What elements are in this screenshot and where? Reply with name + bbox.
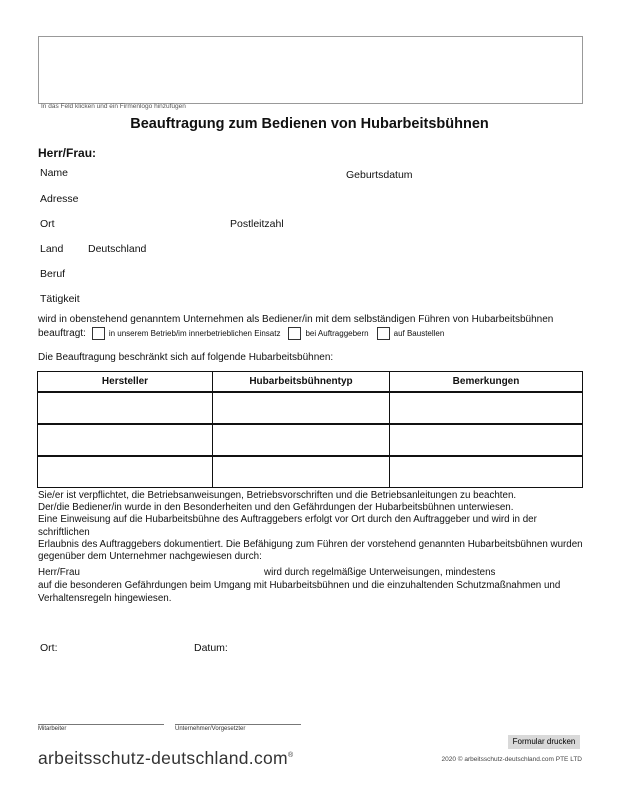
assignment-options — [38, 327, 446, 340]
manufacturer-cell[interactable] — [38, 424, 213, 456]
option-sites-label: auf Baustellen — [393, 329, 445, 338]
remarks-cell[interactable] — [390, 456, 583, 488]
manufacturer-cell[interactable] — [38, 392, 213, 424]
paragraph-line: Sie/er ist verpflichtet, die Betriebsanweisungen, Betriebsvorschriften und die Betriebsanleitungen zu beachten. — [38, 490, 517, 501]
city-label: Ort — [40, 218, 55, 230]
birth-date-field[interactable] — [418, 166, 582, 184]
logo-hint: In das Feld klicken und ein Firmenlogo hinzufügen — [41, 103, 186, 110]
registered-mark: ® — [287, 752, 294, 760]
header-platform-type: Hubarbeitsbühnentyp — [213, 372, 390, 393]
instructed-person-field[interactable] — [88, 565, 262, 581]
print-form-button[interactable]: Formular drucken — [508, 735, 580, 749]
country-field[interactable]: Deutschland — [88, 243, 147, 255]
table-row — [38, 424, 583, 456]
platform-type-cell[interactable] — [213, 392, 390, 424]
obligations-paragraph — [38, 490, 588, 563]
option-sites-checkbox[interactable] — [377, 327, 390, 340]
table-row — [38, 392, 583, 424]
assigned-label: beauftragt: — [38, 328, 86, 339]
date-field[interactable] — [232, 639, 356, 657]
paragraph-line: Erlaubnis des Auftraggebers dokumentiert. Die Befähigung zum Führen der vorstehend genannten Hubarbeitsbühnen wurden — [38, 538, 583, 550]
table-header-row — [38, 372, 583, 393]
manufacturer-cell[interactable] — [38, 456, 213, 488]
option-clients-label: bei Auftraggebern — [305, 329, 369, 338]
address-label: Adresse — [40, 193, 79, 205]
paragraph-line: Der/die Bediener/in wurde in den Besonderheiten und den Gefährdungen der Hubarbeitsbühnen unterwiesen. — [38, 502, 514, 514]
brand-logo — [38, 748, 293, 769]
job-label: Beruf — [40, 268, 66, 280]
paragraph-line: gegenüber dem Unternehmer nachgewiesen durch: — [38, 551, 262, 563]
header-remarks: Bemerkungen — [390, 372, 583, 393]
person-heading: Herr/Frau: — [38, 146, 97, 160]
name-label: Name — [40, 167, 69, 179]
employee-signature-label: Mitarbeiter — [38, 726, 67, 732]
remarks-cell[interactable] — [390, 424, 583, 456]
place-field[interactable] — [64, 639, 188, 657]
zip-field[interactable] — [290, 215, 414, 233]
city-field[interactable] — [88, 215, 222, 233]
employer-signature-label: Unternehmer/Vorgesetzter — [175, 726, 246, 732]
remarks-cell[interactable] — [390, 392, 583, 424]
name-field[interactable] — [88, 164, 332, 182]
option-clients-checkbox[interactable] — [288, 327, 301, 340]
instruction-lead: Herr/Frau — [38, 567, 80, 578]
copyright-text: 2020 © arbeitsschutz-deutschland.com PTE LTD — [441, 756, 582, 763]
date-label: Datum: — [194, 642, 228, 654]
page-title: Beauftragung zum Bedienen von Hubarbeitsbühnen — [130, 116, 489, 132]
platform-type-cell[interactable] — [213, 456, 390, 488]
platform-type-cell[interactable] — [213, 424, 390, 456]
place-label: Ort: — [40, 642, 58, 654]
instruction-paragraph — [38, 567, 598, 605]
employer-signature-line[interactable] — [175, 724, 301, 725]
activity-label: Tätigkeit — [40, 293, 80, 305]
paragraph-line: auf die besonderen Gefährdungen beim Umgang mit Hubarbeitsbühnen und die einzuhaltenden Schutzmaßnahmen und — [38, 579, 561, 591]
restriction-text: Die Beauftragung beschränkt sich auf folgende Hubarbeitsbühnen: — [38, 352, 334, 363]
brand-name: arbeitsschutz-deutschland.com — [38, 748, 288, 768]
zip-label: Postleitzahl — [230, 218, 284, 230]
option-in-house-label: in unserem Betrieb/im innerbetrieblichen Einsatz — [108, 329, 281, 338]
activity-field[interactable] — [88, 290, 572, 308]
birth-date-label: Geburtsdatum — [346, 169, 413, 181]
paragraph-line: Verhaltensregeln hingewiesen. — [38, 592, 172, 604]
table-row — [38, 456, 583, 488]
paragraph-line: Eine Einweisung auf die Hubarbeitsbühne des Auftraggebers erfolgt vor Ort durch den Auftraggeber und wird in der schriftlichen — [38, 514, 537, 538]
instruction-lead-rest: wird durch regelmäßige Unterweisungen, mindestens — [264, 567, 496, 578]
logo-upload-field[interactable] — [38, 36, 583, 104]
country-label: Land — [40, 243, 64, 255]
employee-signature-line[interactable] — [38, 724, 164, 725]
address-field[interactable] — [88, 190, 572, 208]
assignment-text: wird in obenstehend genanntem Unternehmen als Bediener/in mit dem selbständigen Führen von Hubarbeitsbühnen — [38, 314, 554, 325]
option-in-house-checkbox[interactable] — [92, 327, 105, 340]
platform-table — [37, 371, 583, 488]
header-manufacturer: Hersteller — [38, 372, 213, 393]
job-field[interactable] — [88, 265, 572, 283]
